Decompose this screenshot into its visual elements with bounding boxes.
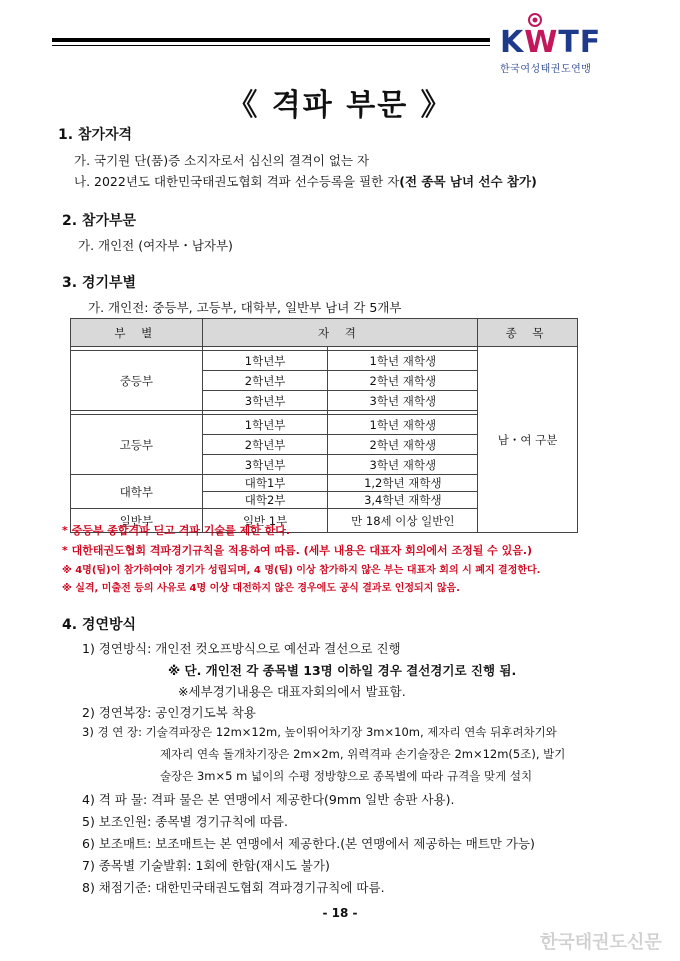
section-2-heading: 2. 참가부문 [62,213,137,229]
s1-item-b: 나. 2022년도 대한민국태권도협회 격파 선수등록을 필한 자(전 종목 남녀 선수 참가) [74,174,537,189]
qualification: 만 18세 이상 일반인 [328,509,478,533]
s4-item-3-line1: 3) 경 연 장: 기술격파장은 12m×12m, 높이뛰어차기장 3m×10m, 제자리 연속 뒤후려차기와 [82,725,557,739]
qualification: 2학년 재학생 [328,371,478,391]
section-1-heading: 1. 참가자격 [58,127,133,143]
sub-division: 2학년부 [202,435,328,455]
section-3-heading: 3. 경기부별 [62,275,137,291]
sub-division: 1학년부 [202,415,328,435]
sub-division: 3학년부 [202,391,328,411]
qualification: 2학년 재학생 [328,435,478,455]
s4-item-1: 1) 경연방식: 개인전 컷오프방식으로 예선과 결선으로 진행 [82,641,401,656]
note-4: ※ 실격, 미출전 등의 사유로 4명 이상 대전하지 않은 경우에도 공식 결과로 인정되지 않음. [62,583,460,594]
qualification: 1,2학년 재학생 [328,475,478,492]
event-cell: 남・여 구분 [478,347,578,533]
qualification: 3학년 재학생 [328,455,478,475]
logo-subtitle: 한국여성태권도연맹 [500,64,592,75]
qualification: 3,4학년 재학생 [328,492,478,509]
s4-item-8: 8) 채점기준: 대한민국태권도협회 격파경기규칙에 따름. [82,880,385,895]
s4-item-5: 5) 보조인원: 종목별 경기규칙에 따름. [82,814,288,829]
s4-item-3-line2: 제자리 연속 돌개차기장은 2m×2m, 위력격파 손기술장은 2m×12m(5조), 발기 [160,747,566,761]
logo-text: KWTF [500,25,602,60]
group-name: 일반부 [71,509,203,533]
sub-division: 대학1부 [202,475,328,492]
col-header-division: 부 별 [71,319,203,347]
sub-division: 3학년부 [202,455,328,475]
note-3: ※ 4명(팀)이 참가하여야 경기가 성립되며, 4 명(팀) 이상 참가하지 않은 부는 대표자 회의 시 폐지 결정한다. [62,565,541,576]
s4-item-6: 6) 보조매트: 보조매트는 본 연맹에서 제공한다.(본 연맹에서 제공하는 매트만 가능) [82,836,535,851]
s2-item-a: 가. 개인전 (여자부・남자부) [78,238,233,253]
col-header-qualification: 자 격 [202,319,477,347]
page-title: 《 격파 부문 》 [227,88,453,123]
group-name: 중등부 [71,351,203,411]
qualification: 3학년 재학생 [328,391,478,411]
s4-item-1-note-bold: ※ 단. 개인전 각 종목별 13명 이하일 경우 결선경기로 진행 됨. [168,663,517,678]
sub-division: 일반 1부 [202,509,328,533]
s4-item-1-note: ※세부경기내용은 대표자회의에서 발표함. [178,684,406,699]
division-table [70,318,578,533]
sub-division: 2학년부 [202,371,328,391]
note-2: * 대한태권도협회 격파경기규칙을 적용하여 따름. (세부 내용은 대표자 회의에서 조정될 수 있음.) [62,544,533,557]
group-name: 고등부 [71,415,203,475]
s4-item-2: 2) 경연복장: 공인경기도복 착용 [82,705,256,720]
sub-division: 대학2부 [202,492,328,509]
qualification: 1학년 재학생 [328,351,478,371]
section-4-heading: 4. 경연방식 [62,617,137,633]
sub-division: 1학년부 [202,351,328,371]
watermark: 한국태권도신문 [540,932,662,953]
group-name: 대학부 [71,475,203,509]
s4-item-3-line3: 술장은 3m×5 m 넓이의 수평 정방향으로 종목별에 따라 규격을 맞게 설치 [160,769,533,783]
s4-item-4: 4) 격 파 물: 격파 물은 본 연맹에서 제공한다(9mm 일반 송판 사용). [82,792,455,807]
s1-item-a: 가. 국기원 단(품)증 소지자로서 심신의 결격이 없는 자 [74,153,370,168]
page-number: - 18 - [322,906,358,920]
s3-item-a: 가. 개인전: 중등부, 고등부, 대학부, 일반부 남녀 각 5개부 [88,300,402,315]
note-1: * 중등부 종합격파 딛고 격파 기술를 제한 한다. [62,524,291,537]
header-rule [52,38,490,46]
s4-item-7: 7) 종목별 기술발휘: 1회에 한함(재시도 불가) [82,858,330,873]
col-header-event: 종 목 [478,319,578,347]
qualification: 1학년 재학생 [328,415,478,435]
kwtf-logo [492,10,652,75]
